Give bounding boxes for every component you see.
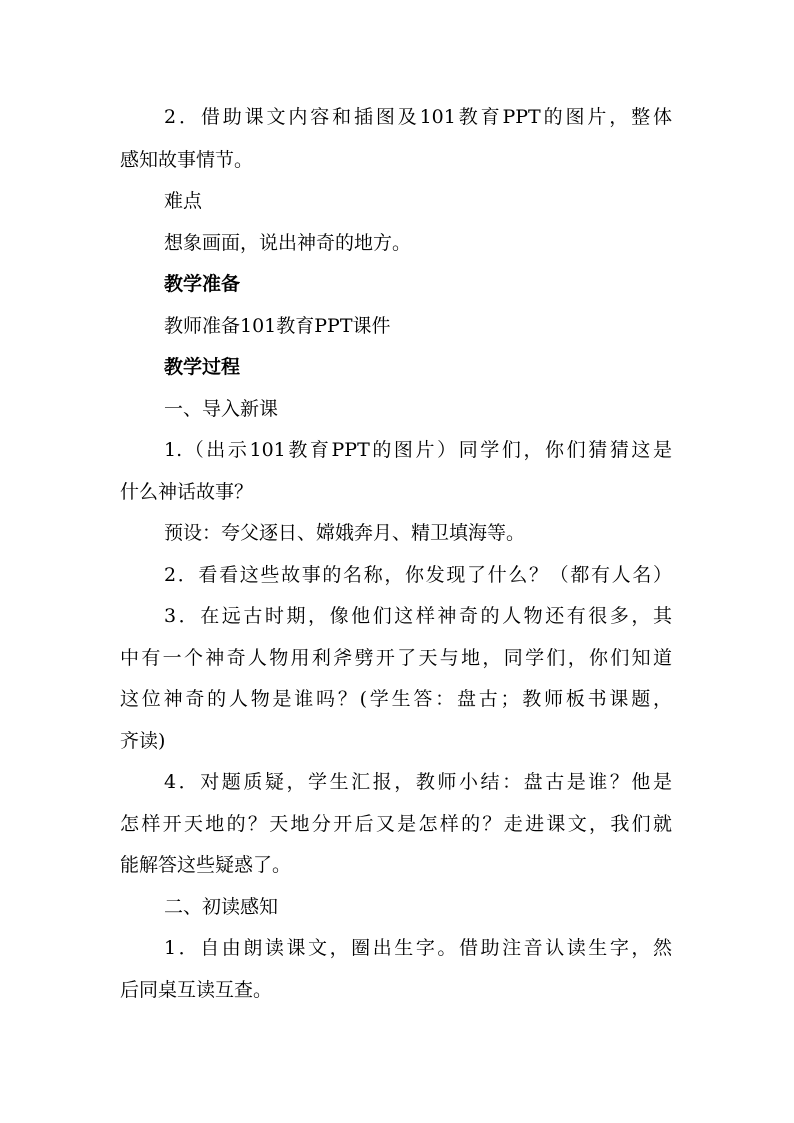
paragraph-line: 齐读) — [120, 730, 166, 752]
paragraph-line: 后同桌互读互查。 — [120, 979, 273, 1001]
difficulty-label: 难点 — [164, 190, 203, 212]
heading-teaching-process: 教学过程 — [164, 356, 241, 378]
paragraph-line: 怎样开天地的？天地分开后又是怎样的？走进课文，我们就 — [120, 813, 672, 835]
paragraph-line: 3．在远古时期，像他们这样神奇的人物还有很多，其 — [164, 605, 672, 627]
paragraph-line: 4．对题质疑，学生汇报，教师小结：盘古是谁？他是 — [164, 771, 672, 793]
paragraph-line: 什么神话故事？ — [120, 481, 254, 503]
preparation-text: 教师准备101教育PPT课件 — [164, 315, 391, 337]
paragraph-line: 2．借助课文内容和插图及101教育PPT的图片，整体 — [164, 106, 672, 128]
paragraph-line: 预设：夸父逐日、嫦娥奔月、精卫填海等。 — [164, 522, 526, 544]
paragraph-line: 这位神奇的人物是谁吗？(学生答：盘古；教师板书课题， — [120, 688, 672, 710]
heading-teaching-preparation: 教学准备 — [164, 273, 241, 295]
paragraph-line: 感知故事情节。 — [120, 149, 254, 171]
paragraph-line: 能解答这些疑惑了。 — [120, 854, 292, 876]
section-title-first-reading: 二、初读感知 — [164, 896, 279, 918]
paragraph-line: 中有一个神奇人物用利斧劈开了天与地，同学们，你们知道 — [120, 647, 672, 669]
section-title-introduction: 一、导入新课 — [164, 398, 279, 420]
paragraph-line: 1．自由朗读课文，圈出生字。借助注音认读生字，然 — [164, 937, 672, 959]
difficulty-text: 想象画面，说出神奇的地方。 — [164, 232, 412, 254]
paragraph-line: 1.（出示101教育PPT的图片）同学们，你们猜猜这是 — [164, 439, 672, 461]
paragraph-line: 2．看看这些故事的名称，你发现了什么？（都有人名） — [164, 564, 672, 586]
